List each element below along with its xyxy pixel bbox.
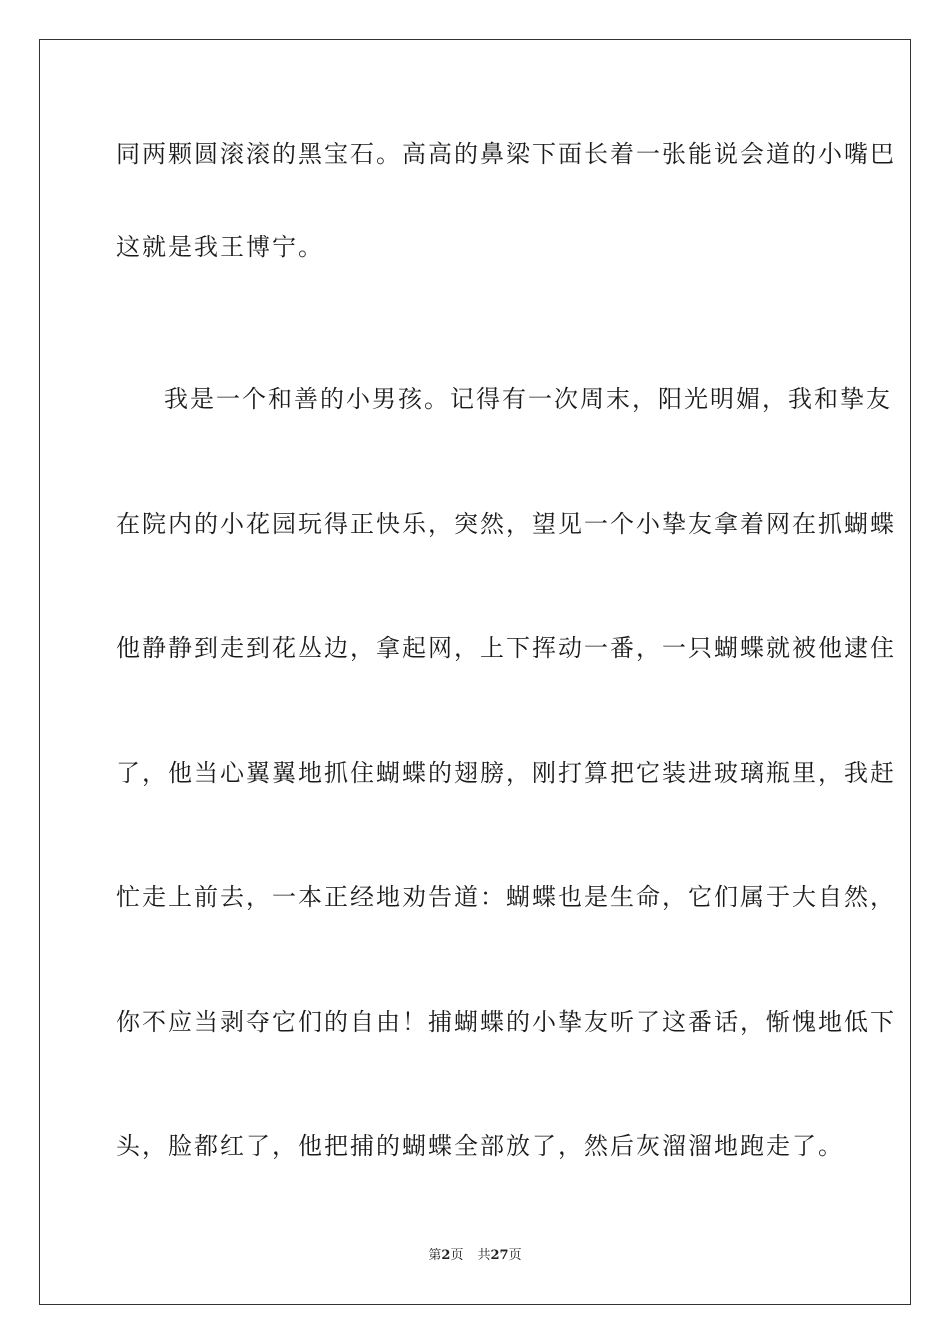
page-prefix: 第 <box>428 1248 442 1263</box>
text-line-2: 这就是我王博宁。 <box>116 233 324 261</box>
text-line-7: 忙走上前去，一本正经地劝告道：蝴蝶也是生命，它们属于大自然， <box>116 883 896 911</box>
text-line-5: 他静静到走到花丛边，拿起网，上下挥动一番，一只蝴蝶就被他逮住 <box>116 634 896 662</box>
total-pages: 27 <box>490 1248 509 1263</box>
text-line-1: 同两颗圆滚滚的黑宝石。高高的鼻梁下面长着一张能说会道的小嘴巴 <box>116 140 896 168</box>
page-unit: 页 <box>450 1248 464 1263</box>
total-prefix: 共 <box>477 1248 491 1263</box>
text-line-8: 你不应当剥夺它们的自由！捕蝴蝶的小挚友听了这番话，惭愧地低下 <box>116 1008 896 1036</box>
text-line-6: 了，他当心翼翼地抓住蝴蝶的翅膀，刚打算把它装进玻璃瓶里，我赶 <box>116 759 896 787</box>
page-number: 2 <box>441 1248 451 1263</box>
page-border <box>39 39 911 1305</box>
page-footer <box>0 1248 950 1264</box>
text-line-3-paragraph-start: 我是一个和善的小男孩。记得有一次周末，阳光明媚，我和挚友 <box>164 385 892 413</box>
text-line-4: 在院内的小花园玩得正快乐，突然，望见一个小挚友拿着网在抓蝴蝶 <box>116 510 896 538</box>
text-line-9: 头，脸都红了，他把捕的蝴蝶全部放了，然后灰溜溜地跑走了。 <box>116 1132 844 1160</box>
total-unit: 页 <box>508 1248 522 1263</box>
